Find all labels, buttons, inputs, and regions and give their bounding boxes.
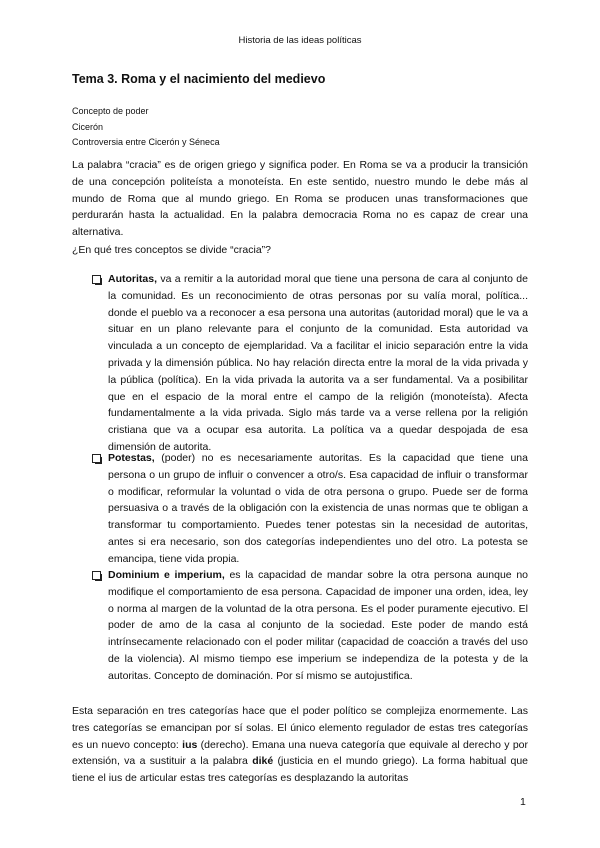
list-item-autoritas [108,271,528,456]
checkbox-bullet-icon [92,454,101,463]
running-header: Historia de las ideas políticas [238,35,362,46]
page-number: 1 [520,796,526,808]
subtopic-item: Concepto de poder [72,106,149,116]
subtopic-list [72,104,220,151]
subtopic-item: Controversia entre Cicerón y Séneca [72,137,220,147]
term-ius: ius [182,738,198,751]
checkbox-bullet-icon [92,571,101,580]
term-dike: diké [252,755,274,768]
checkbox-bullet-icon [92,275,101,284]
chapter-title: Tema 3. Roma y el nacimiento del medievo [72,72,326,86]
list-item-potestas [108,450,528,568]
term-definition: es la capacidad de mandar sobre la otra persona aunque no modifique el comportamiento de esa persona. Capacidad de imponer una orden, idea, ley o norma al margen de la voluntad de la otra persona. Es el poder puramente ejecutivo. El poder de amo de la casa al conjunto de la sociedad. Este poder de mando está intrínsecamente relacionado con el poder militar (capacidad de coacción a través del uso de la violencia). Al mismo tiempo ese imperium se independiza de la potesta y de la autoritas. Concepto de dominación. Por sí mismo se autojustifica. [108,569,528,682]
list-item-dominium [108,567,528,685]
closing-text: (derecho). Emana una nueva categoría que equivale al derecho y por extensión, va a sustituir a la palabra [72,738,528,768]
term-definition: (poder) no es necesariamente autoritas. Es la capacidad que tiene una persona o un grupo de influir o convencer a otro/s. Esa capacidad de influir o transformar o modificar, reformular la voluntad o vida de otra persona o grupo. Puede ser de forma persuasiva o a través de la obligación con la existencia de unas normas que te obligan a transformar tu comportamiento. Puedes tener potestas sin la necesidad de autoritas, antes si era necesario, son dos categorías independientes uno del otro. La potesta se emancipa, tiene vida propia. [108,452,528,565]
term-label: Potestas, [108,452,155,464]
subtopic-item: Cicerón [72,121,104,132]
term-label: Dominium e imperium, [108,569,225,581]
term-definition: va a remitir a la autoridad moral que tiene una persona de cara al conjunto de la comunidad. Es un reconocimiento de otras personas por su valía moral, política... donde el pueblo va a reconocer a esa persona una autoritas (autoridad moral) que le va a situar en un plano relevante para el conjunto de la comunidad. Esta autoridad va vinculada a un concepto de ejemplaridad. Va a facilitar el inicio separación entre la vida privada y la dimensión pública. No hay relación directa entre la moral de la vida privada y la pública (política). En la vida privada la autorita va a ser fundamental. Va a posibilitar que en el espacio de la moral entre el campo de la religión (monoteísta). Afecta fundamentalmente a la vida privada. Siglo más tarde va a verse rellena por la religión cristiana que va a ocupar esa autorita. La política va a quedar despojada de esa dimensión de autorita. [108,273,528,453]
closing-text: Esta separación en tres categorías hace que el poder político se complejiza enormemente. Las tres categorías se emancipan por sí solas. El único elemento regulador de estas tres categorías es un nuevo concepto: [72,705,528,751]
question-text: ¿En qué tres conceptos se divide “cracia”? [72,244,272,256]
closing-paragraph [72,703,528,787]
term-label: Autoritas, [108,273,158,285]
intro-paragraph: La palabra “cracia” es de origen griego y significa poder. En Roma se va a producir la transición de una concepción politeísta a monoteísta. En este sentido, nuestro mundo le debe más al mundo de Roma que al mundo griego. En Roma se producen unas transformaciones que perdurarán hasta la actualidad. En la palabra democracia Roma no es capaz de crear una alternativa. [72,159,528,239]
closing-text: (justicia en el mundo griego). La forma habitual que tiene el ius de articular estas tres categorías es desplazando la autoritas [72,755,528,785]
